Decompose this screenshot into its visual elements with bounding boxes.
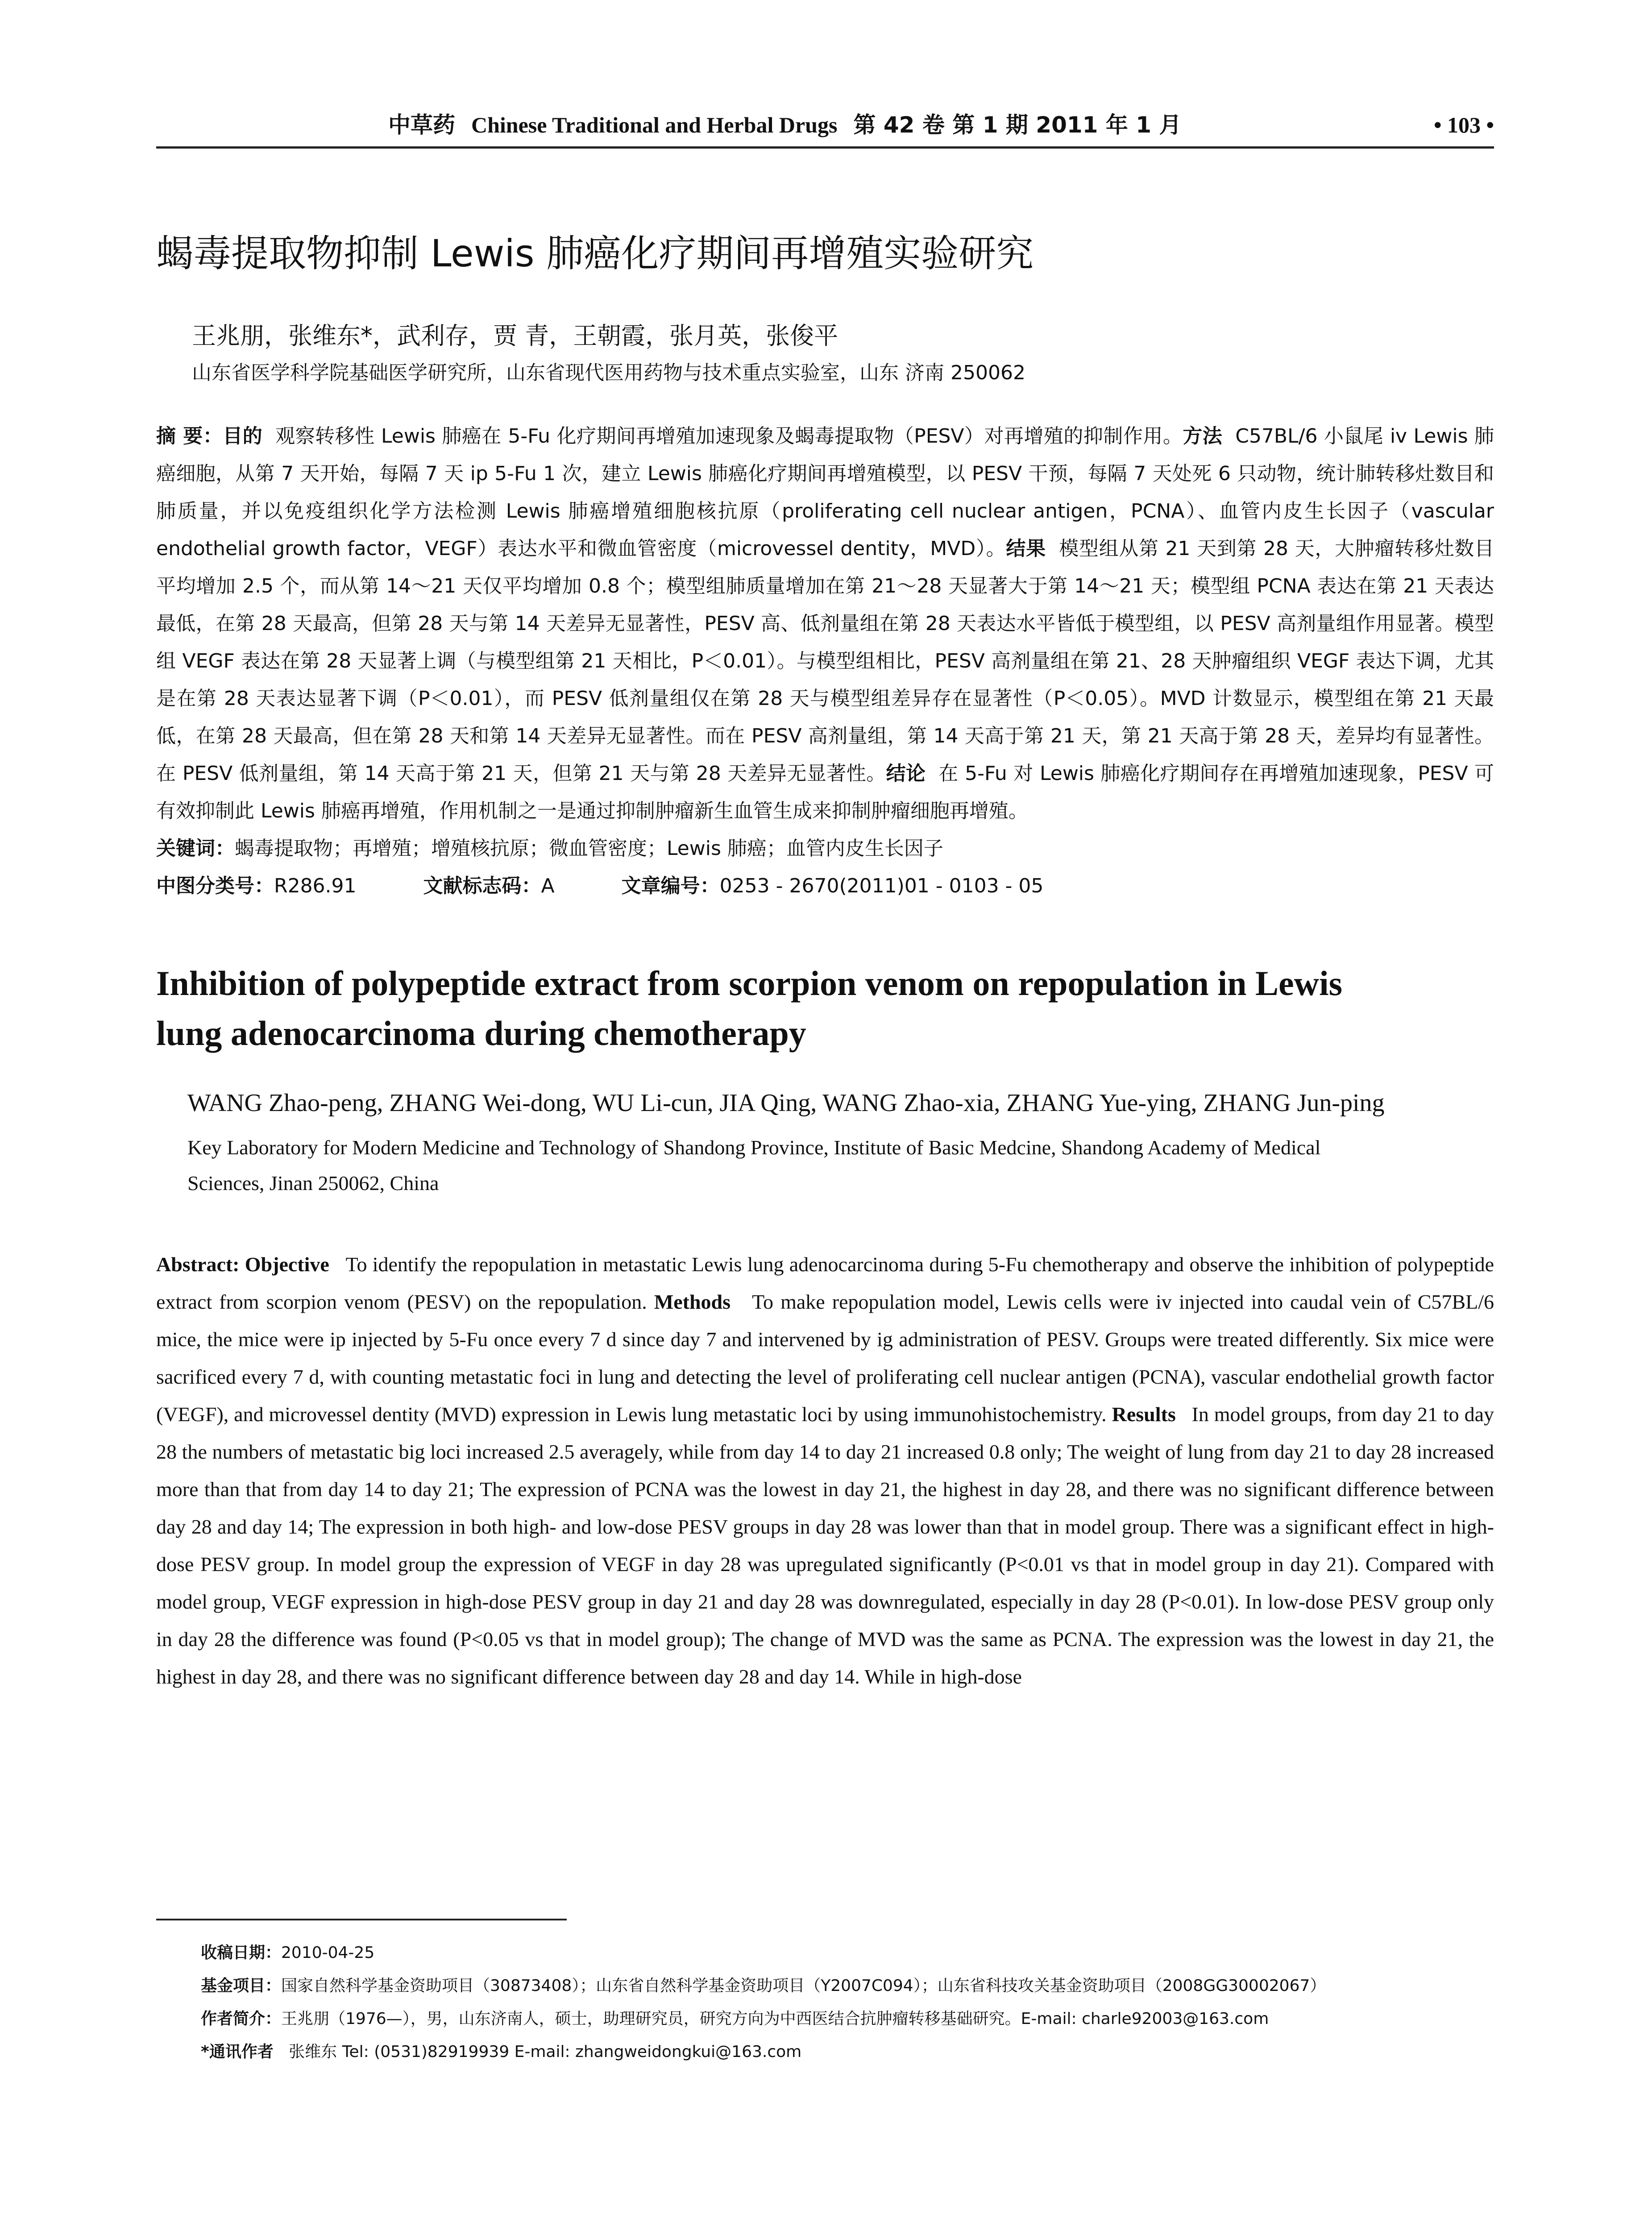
author-bio-label: 作者简介：	[201, 2010, 282, 2028]
authors-cn: 王兆朋，张维东*，武利存，贾 青，王朝霞，张月英，张俊平	[192, 322, 838, 350]
objective-label-en: Objective	[245, 1253, 329, 1276]
results-cn: 模型组从第 21 天到第 28 天，大肿瘤转移灶数目平均增加 2.5 个，而从第 14～21 天仅平均增加 0.8 个；模型组肺质量增加在第 21～28 天显著大于第 14～21 天；模型组 PCNA 表达在第 21 天表达最低，在第 28 天最高，但第 28 天与第 14 天差异无显著性，PESV 高、低剂量组在第 28 天表达水平皆低于模型组，以 PESV 高剂量组作用显著。模型组 VEGF 表达在第 28 天显著上调（与模型组第 21 天相比，P＜0.01）。与模型组相比，PESV 高剂量组在第 21、28 天肿瘤组织 VEGF 表达下调，尤其是在第 28 天表达显著下调（P＜0.01），而 PESV 低剂量组仅在第 28 天与模型组差异存在显著性（P＜0.05）。MVD 计数显示，模型组在第 21 天最低，在第 28 天最高，但在第 28 天和第 14 天差异无显著性。而在 PESV 高剂量组，第 14 天高于第 21 天，第 21 天高于第 28 天，差异均有显著性。在 PESV 低剂量组，第 14 天高于第 21 天，但第 21 天与第 28 天差异无显著性。	[156, 537, 1494, 785]
methods-cn: C57BL/6 小鼠尾 iv Lewis 肺癌细胞，从第 7 天开始，每隔 7 天 ip 5-Fu 1 次，建立 Lewis 肺癌化疗期间再增殖模型，以 PESV 干预，每隔 7 天处死 6 只动物，统计肺转移灶数目和肺质量，并以免疫组织化学方法检测 Lewis 肺癌增殖细胞核抗原（proliferating cell nuclear antigen，PCNA）、血管内皮生长因子（vascular endothelial growth factor，VEGF）表达水平和微血管密度（microvessel dentity，MVD）。	[156, 425, 1494, 560]
methods-label-cn: 方法	[1183, 425, 1223, 448]
abstract-cn	[156, 418, 1494, 830]
running-header	[156, 112, 1494, 149]
objective-en: To identify the repopulation in metastatic Lewis lung adenocarcinoma during 5-Fu chemotherapy and observe the inhibition of polypeptide extract from scorpion venom (PESV) on the repopulation.	[156, 1253, 1494, 1313]
results-en: In model groups, from day 21 to day 28 the numbers of metastatic big loci increased 2.5 averagely, while from day 14 to day 21 increased 0.8 only; The weight of lung from day 21 to day 28 increased more than that from day 14 to day 21; The expression of PCNA was the lowest in day 21, the highest in day 28, and there was no significant difference between day 28 and day 14; The expression in both high- and low-dose PESV groups in day 28 was lower than that in model group. There was a significant effect in high-dose PESV group. In model group the expression of VEGF in day 28 was upregulated significantly (P<0.01 vs that in model group in day 21). Compared with model group, VEGF expression in high-dose PESV group in day 21 and day 28 was downregulated, especially in day 28 (P<0.01). In low-dose PESV group only in day 28 the difference was found (P<0.05 vs that in model group); The change of MVD was the same as PCNA. The expression was the lowest in day 21, the highest in day 28, and there was no significant difference between day 28 and day 14. While in high-dose	[156, 1403, 1494, 1688]
article-value: 0253 - 2670(2011)01 - 0103 - 05	[719, 875, 1044, 897]
footnote-corresponding	[201, 2036, 1495, 2069]
abstract-en-label: Abstract:	[156, 1253, 240, 1276]
authors-en: WANG Zhao-peng, ZHANG Wei-dong, WU Li-cun, JIA Qing, WANG Zhao-xia, ZHANG Yue-ying, ZHANG Jun-ping	[187, 1089, 1385, 1117]
conclusion-cn: 在 5-Fu 对 Lewis 肺癌化疗期间存在再增殖加速现象，PESV 可有效抑制此 Lewis 肺癌再增殖，作用机制之一是通过抑制肿瘤新生血管生成来抑制肿瘤细胞再增殖。	[156, 762, 1494, 822]
doc-label: 文献标志码：	[423, 875, 541, 897]
clc-value: R286.91	[274, 875, 357, 897]
affiliation-en: Key Laboratory for Modern Medicine and Technology of Shandong Province, Institute of Basic Medcine, Shandong Academy of Medical Sciences, Jinan 250062, China	[187, 1136, 1321, 1194]
author-bio-text: 王兆朋（1976—），男，山东济南人，硕士，助理研究员，研究方向为中西医结合抗肿瘤转移基础研究。E-mail: charle92003@163.com	[281, 2010, 1269, 2028]
keywords-cn	[156, 830, 1494, 867]
fund-text: 国家自然科学基金资助项目（30873408）；山东省自然科学基金资助项目（Y2007C094）；山东省科技攻关基金资助项目（2008GG30002067）	[281, 1977, 1326, 1995]
abstract-en	[156, 1246, 1494, 1696]
footnotes	[201, 1937, 1495, 2069]
page-number: • 103 •	[1433, 112, 1494, 137]
title-en: Inhibition of polypeptide extract from scorpion venom on repopulation in Lewis lung adenocarcinoma during chemotherapy	[156, 964, 1342, 1053]
received-date: 2010-04-25	[281, 1944, 375, 1962]
footnote-author	[201, 2003, 1495, 2036]
footnote-divider	[156, 1919, 567, 1920]
methods-label-en: Methods	[654, 1290, 731, 1313]
results-label-en: Results	[1112, 1403, 1176, 1426]
footnote-received	[201, 1937, 1495, 1970]
affiliation-cn: 山东省医学科学院基础医学研究所，山东省现代医用药物与技术重点实验室，山东 济南 250062	[192, 361, 1025, 384]
doc-value: A	[541, 875, 555, 897]
journal-name-en: Chinese Traditional and Herbal Drugs	[471, 112, 838, 137]
objective-cn: 观察转移性 Lewis 肺癌在 5-Fu 化疗期间再增殖加速现象及蝎毒提取物（PESV）对再增殖的抑制作用。	[275, 425, 1183, 448]
title-cn: 蝎毒提取物抑制 Lewis 肺癌化疗期间再增殖实验研究	[156, 232, 1034, 275]
conclusion-label-cn: 结论	[886, 762, 926, 785]
keywords-text-cn: 蝎毒提取物；再增殖；增殖核抗原；微血管密度；Lewis 肺癌；血管内皮生长因子	[235, 837, 943, 860]
results-label-cn: 结果	[1006, 537, 1046, 560]
article-number	[622, 867, 1044, 905]
methods-en: To make repopulation model, Lewis cells were iv injected into caudal vein of C57BL/6 mice, the mice were ip injected by 5-Fu once every 7 d since day 7 and intervened by ig administration of PESV. Groups were treated differently. Six mice were sacrificed every 7 d, with counting metastatic foci in lung and detecting the level of proliferating cell nuclear antigen (PCNA), vascular endothelial growth factor (VEGF), and microvessel dentity (MVD) expression in Lewis lung metastatic loci by using immunohistochemistry.	[156, 1290, 1494, 1426]
corresponding-label: *通讯作者	[201, 2043, 274, 2061]
document-code	[423, 867, 555, 905]
objective-label-cn: 目的	[223, 425, 263, 448]
received-label: 收稿日期：	[201, 1944, 282, 1962]
header-left	[156, 112, 1181, 138]
classification-line	[156, 867, 1494, 905]
article-page	[156, 112, 1494, 1696]
issue-info: 第 42 卷 第 1 期 2011 年 1 月	[853, 112, 1182, 138]
journal-name-cn: 中草药	[388, 112, 455, 138]
corresponding-text: 张维东 Tel: (0531)82919939 E-mail: zhangweidongkui@163.com	[289, 2043, 802, 2061]
article-label: 文章编号：	[621, 875, 720, 897]
clc-number	[156, 867, 357, 905]
keywords-label-cn: 关键词：	[156, 837, 235, 860]
fund-label: 基金项目：	[201, 1977, 282, 1995]
abstract-cn-label: 摘 要：	[156, 425, 223, 448]
clc-label: 中图分类号：	[156, 875, 274, 897]
footnote-fund	[201, 1970, 1495, 2003]
